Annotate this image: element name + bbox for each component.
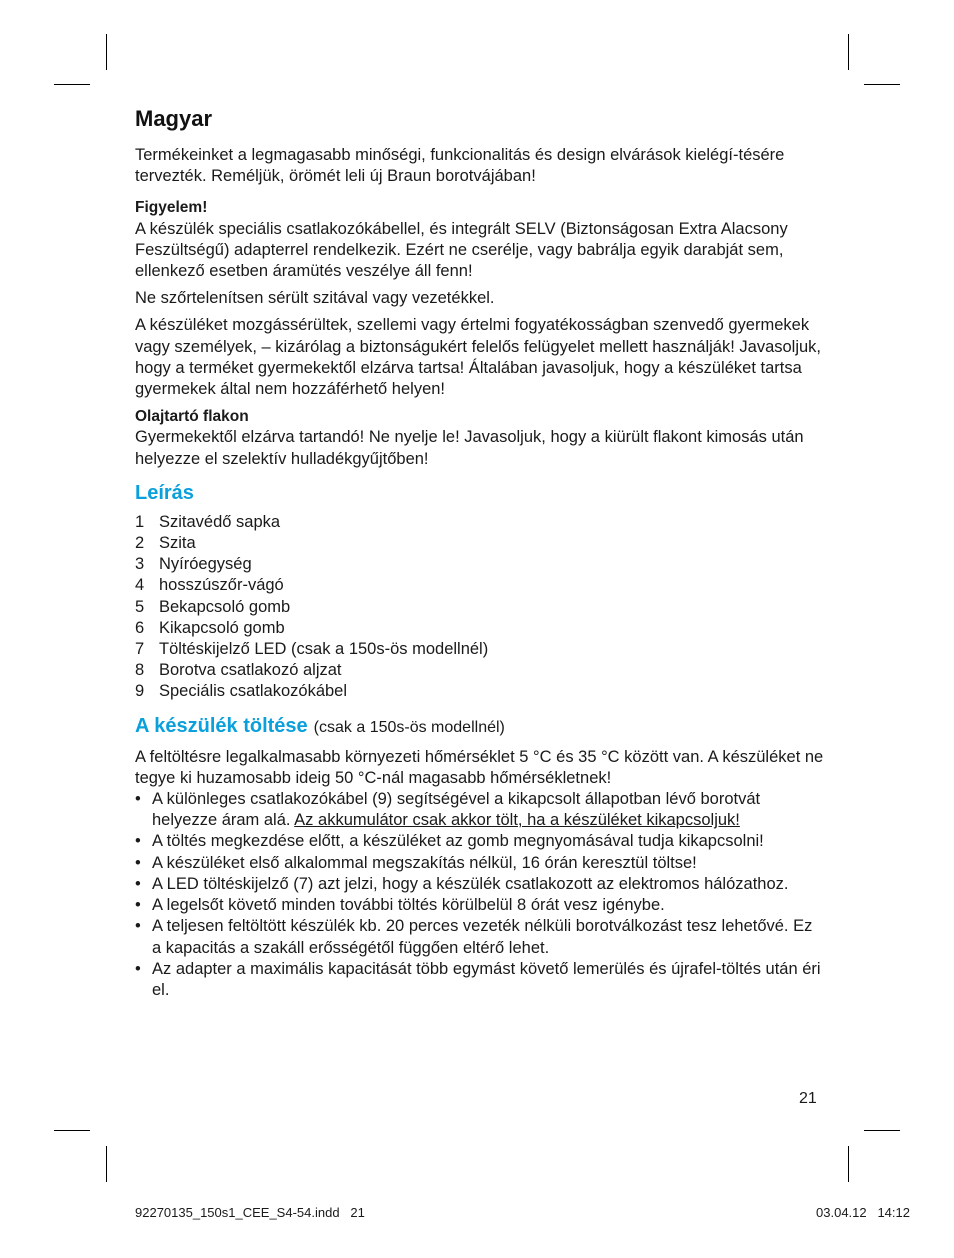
crop-mark (864, 84, 900, 85)
page-content (135, 105, 825, 1001)
crop-mark (864, 1130, 900, 1131)
list-item: 1 Szitavédő sapka (135, 512, 281, 531)
charging-list (135, 789, 825, 1001)
crop-mark (848, 1146, 849, 1182)
oil-paragraph: Gyermekektől elzárva tartandó! Ne nyelje le! Javasoljuk, hogy a kiürült flakont kimosás után helyezze el szelektív hulladékgyűjtőben! (135, 428, 804, 468)
parts-list (135, 512, 825, 703)
list-item: • A LED töltéskijelző (7) azt jelzi, hogy a készülék csatlakozott az elektromos hálózathoz. (135, 874, 789, 893)
intro-paragraph: Termékeinket a legmagasabb minőségi, funkcionalitás és design elvárások kielégí-tésére tervezték. Reméljük, örömét leli új Braun borotvájában! (135, 146, 785, 186)
list-item: • A töltés megkezdése előtt, a készüléket az gomb megnyomásával tudja kikapcsolni! (135, 832, 764, 851)
list-item: 9 Speciális csatlakozókábel (135, 682, 348, 701)
list-item: • A teljesen feltöltött készülék kb. 20 perces vezeték nélküli borotválkozást tesz lehetővé. Ez a kapacitás a szakáll erősségétől függően eltérő lehet. (135, 917, 813, 957)
charging-note: (csak a 150s-ös modellnél) (313, 718, 505, 736)
oil-label: Olajtartó flakon (135, 408, 249, 426)
warning-paragraph: Ne szőrtelenítsen sérült szitával vagy vezetékkel. (135, 289, 495, 308)
warning-label: Figyelem! (135, 199, 208, 217)
list-item: • A készüléket első alkalommal megszakítás nélkül, 16 órán keresztül töltse! (135, 853, 697, 872)
list-item: 4 hosszúszőr-vágó (135, 576, 284, 595)
crop-mark (54, 1130, 90, 1131)
page-number: 21 (799, 1090, 817, 1107)
footer-file: 92270135_150s1_CEE_S4-54.indd 21 (135, 1205, 365, 1220)
list-item: 7 Töltéskijelző LED (csak a 150s-ös modellnél) (135, 640, 489, 659)
description-heading: Leírás (135, 481, 194, 504)
crop-mark (848, 34, 849, 70)
crop-mark (106, 34, 107, 70)
footer-date: 03.04.12 14:12 (816, 1205, 910, 1220)
charging-paragraph: A feltöltésre legalkalmasabb környezeti hőmérséklet 5 °C és 35 °C között van. A készüléket ne tegye ki huzamosabb ideig 50 °C-nál magasabb hőmérsékletnek! (135, 747, 824, 787)
list-item: • A legelsőt követő minden további töltés körülbelül 8 órát vesz igénybe. (135, 896, 665, 915)
warning-paragraph: A készülék speciális csatlakozókábellel, és integrált SELV (Biztonságosan Extra Alacsony Feszültségű) adapterrel rendelkezik. Ezért ne cserélje, vagy babrálja egyik darabját sem, ellenkező esetben áramütés veszélye áll fenn! (135, 219, 788, 281)
list-item: 6 Kikapcsoló gomb (135, 618, 285, 637)
crop-mark (106, 1146, 107, 1182)
list-item: 8 Borotva csatlakozó aljzat (135, 661, 342, 680)
charging-heading: A készülék töltése (135, 714, 308, 737)
warning-paragraph: A készüléket mozgássérültek, szellemi vagy értelmi fogyatékosságban szenvedő gyermekek vagy személyek, – kizárólag a biztonságukért felelős felügyelet mellett használják! Javasoljuk, hogy a terméket gyermekektől elzárva tartsa! Általában javasoljuk, hogy a készüléket tartsa gyermekek által nem hozzáférhető helyen! (135, 316, 822, 399)
page-title: Magyar (135, 106, 213, 131)
list-item: 2 Szita (135, 534, 196, 553)
list-item: • A különleges csatlakozókábel (9) segítségével a kikapcsolt állapotban lévő borotvát helyezze áram alá. Az akkumulátor csak akkor tölt, ha a készüléket kikapcsoljuk! (135, 790, 761, 830)
list-item: 3 Nyíróegység (135, 555, 252, 574)
list-item: 5 Bekapcsoló gomb (135, 597, 291, 616)
charging-heading-row (135, 713, 825, 739)
list-item: • Az adapter a maximális kapacitását több egymást követő lemerülés és újrafel-töltés után éri el. (135, 959, 821, 999)
crop-mark (54, 84, 90, 85)
